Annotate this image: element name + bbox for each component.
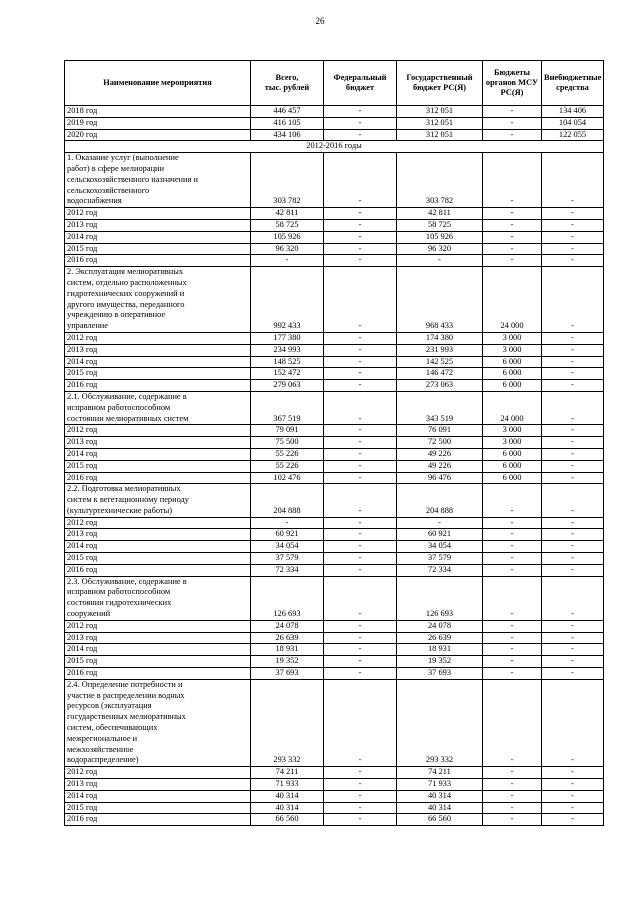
table-row bbox=[65, 368, 604, 380]
cell-activity-name: 2012 год bbox=[65, 332, 251, 344]
cell-activity-name: 2.2. Подготовка мелиоративных систем к вегетационному периоду (культуртехнические работы) bbox=[65, 484, 251, 517]
cell-total: 148 525 bbox=[251, 356, 324, 368]
cell-total: 26 639 bbox=[251, 632, 324, 644]
cell-total: 66 560 bbox=[251, 814, 324, 826]
cell-state-budget: 105 926 bbox=[397, 231, 483, 243]
table-row bbox=[65, 529, 604, 541]
cell-extrabudgetary: - bbox=[542, 437, 604, 449]
cell-federal-budget: - bbox=[324, 553, 397, 565]
table-header bbox=[65, 61, 604, 106]
cell-extrabudgetary: - bbox=[542, 541, 604, 553]
cell-activity-name: 1. Оказание услуг (выполнение работ) в сфере мелиорации сельскохозяйственного назначения и сельскохозяйственного водоснабжения bbox=[65, 153, 251, 208]
cell-state-budget: 72 334 bbox=[397, 564, 483, 576]
table-row bbox=[65, 564, 604, 576]
table-row bbox=[65, 668, 604, 680]
cell-activity-name: 2012 год bbox=[65, 620, 251, 632]
cell-federal-budget: - bbox=[324, 767, 397, 779]
cell-extrabudgetary: - bbox=[542, 255, 604, 267]
cell-extrabudgetary: - bbox=[542, 802, 604, 814]
cell-extrabudgetary: - bbox=[542, 529, 604, 541]
cell-total: 60 921 bbox=[251, 529, 324, 541]
cell-extrabudgetary: - bbox=[542, 779, 604, 791]
cell-municipal-budgets: - bbox=[483, 679, 542, 766]
cell-state-budget: 71 933 bbox=[397, 779, 483, 791]
cell-municipal-budgets: 6 000 bbox=[483, 356, 542, 368]
cell-total: 79 091 bbox=[251, 425, 324, 437]
cell-state-budget: 37 693 bbox=[397, 668, 483, 680]
cell-activity-name: 2013 год bbox=[65, 437, 251, 449]
cell-total: 55 226 bbox=[251, 460, 324, 472]
cell-federal-budget: - bbox=[324, 448, 397, 460]
period-label: 2012-2016 годы bbox=[65, 141, 604, 153]
cell-total: 293 332 bbox=[251, 679, 324, 766]
cell-total: 416 105 bbox=[251, 117, 324, 129]
cell-municipal-budgets: - bbox=[483, 208, 542, 220]
cell-activity-name: 2012 год bbox=[65, 425, 251, 437]
cell-activity-name: 2015 год bbox=[65, 802, 251, 814]
cell-total: 279 063 bbox=[251, 380, 324, 392]
cell-extrabudgetary: - bbox=[542, 644, 604, 656]
cell-municipal-budgets: - bbox=[483, 106, 542, 118]
cell-total: 367 519 bbox=[251, 391, 324, 424]
cell-extrabudgetary: - bbox=[542, 267, 604, 333]
cell-extrabudgetary: - bbox=[542, 368, 604, 380]
page-number: 26 bbox=[315, 16, 325, 26]
cell-municipal-budgets: - bbox=[483, 576, 542, 620]
cell-municipal-budgets: - bbox=[483, 814, 542, 826]
cell-state-budget: 273 063 bbox=[397, 380, 483, 392]
cell-activity-name: 2014 год bbox=[65, 644, 251, 656]
cell-municipal-budgets: - bbox=[483, 620, 542, 632]
cell-activity-name: 2014 год bbox=[65, 231, 251, 243]
cell-activity-name: 2015 год bbox=[65, 460, 251, 472]
cell-municipal-budgets: - bbox=[483, 117, 542, 129]
cell-extrabudgetary: 122 055 bbox=[542, 129, 604, 141]
cell-state-budget: 96 476 bbox=[397, 472, 483, 484]
cell-state-budget: 174 380 bbox=[397, 332, 483, 344]
cell-total: 234 993 bbox=[251, 344, 324, 356]
cell-extrabudgetary: - bbox=[542, 632, 604, 644]
cell-municipal-budgets: - bbox=[483, 517, 542, 529]
cell-municipal-budgets: - bbox=[483, 656, 542, 668]
cell-activity-name: 2013 год bbox=[65, 529, 251, 541]
cell-activity-name: 2016 год bbox=[65, 814, 251, 826]
cell-total: 24 078 bbox=[251, 620, 324, 632]
cell-state-budget: 343 519 bbox=[397, 391, 483, 424]
cell-total: 58 725 bbox=[251, 219, 324, 231]
table-row bbox=[65, 541, 604, 553]
cell-municipal-budgets: 3 000 bbox=[483, 437, 542, 449]
table-row bbox=[65, 460, 604, 472]
cell-municipal-budgets: - bbox=[483, 129, 542, 141]
cell-total: 71 933 bbox=[251, 779, 324, 791]
cell-activity-name: 2015 год bbox=[65, 553, 251, 565]
cell-federal-budget: - bbox=[324, 106, 397, 118]
cell-state-budget: 142 525 bbox=[397, 356, 483, 368]
table-body bbox=[65, 106, 604, 826]
cell-total: 40 314 bbox=[251, 802, 324, 814]
cell-municipal-budgets: - bbox=[483, 153, 542, 208]
cell-state-budget: 74 211 bbox=[397, 767, 483, 779]
cell-total: 34 054 bbox=[251, 541, 324, 553]
cell-federal-budget: - bbox=[324, 267, 397, 333]
cell-activity-name: 2013 год bbox=[65, 632, 251, 644]
cell-extrabudgetary: - bbox=[542, 517, 604, 529]
cell-extrabudgetary: - bbox=[542, 564, 604, 576]
cell-total: 126 693 bbox=[251, 576, 324, 620]
cell-activity-name: 2014 год bbox=[65, 448, 251, 460]
cell-municipal-budgets: - bbox=[483, 255, 542, 267]
cell-federal-budget: - bbox=[324, 656, 397, 668]
cell-municipal-budgets: 6 000 bbox=[483, 460, 542, 472]
cell-municipal-budgets: - bbox=[483, 564, 542, 576]
cell-total: 102 476 bbox=[251, 472, 324, 484]
cell-federal-budget: - bbox=[324, 802, 397, 814]
cell-state-budget: 40 314 bbox=[397, 802, 483, 814]
cell-state-budget: 204 888 bbox=[397, 484, 483, 517]
table-row bbox=[65, 208, 604, 220]
cell-total: 152 472 bbox=[251, 368, 324, 380]
table-row bbox=[65, 344, 604, 356]
cell-municipal-budgets: 24 000 bbox=[483, 391, 542, 424]
cell-state-budget: 18 931 bbox=[397, 644, 483, 656]
cell-municipal-budgets: - bbox=[483, 632, 542, 644]
cell-state-budget: 968 433 bbox=[397, 267, 483, 333]
cell-total: 55 226 bbox=[251, 448, 324, 460]
cell-municipal-budgets: 3 000 bbox=[483, 332, 542, 344]
cell-federal-budget: - bbox=[324, 231, 397, 243]
cell-activity-name: 2016 год bbox=[65, 564, 251, 576]
cell-activity-name: 2. Эксплуатация мелиоративных систем, отдельно расположенных гидротехнических сооружений и другого имущества, переданного учреждению в оперативное управление bbox=[65, 267, 251, 333]
cell-municipal-budgets: - bbox=[483, 529, 542, 541]
cell-extrabudgetary: - bbox=[542, 243, 604, 255]
header-federal-budget: Федеральный бюджет bbox=[324, 61, 397, 106]
cell-federal-budget: - bbox=[324, 814, 397, 826]
table-row bbox=[65, 425, 604, 437]
cell-activity-name: 2016 год bbox=[65, 472, 251, 484]
cell-total: 303 782 bbox=[251, 153, 324, 208]
header-extrabudgetary: Внебюджетные средства bbox=[542, 61, 604, 106]
table-row bbox=[65, 679, 604, 766]
table-row bbox=[65, 656, 604, 668]
cell-total: 18 931 bbox=[251, 644, 324, 656]
cell-extrabudgetary: - bbox=[542, 448, 604, 460]
cell-federal-budget: - bbox=[324, 356, 397, 368]
cell-activity-name: 2013 год bbox=[65, 344, 251, 356]
table-row bbox=[65, 117, 604, 129]
budget-table bbox=[64, 60, 604, 826]
cell-total: 204 888 bbox=[251, 484, 324, 517]
cell-total: 434 106 bbox=[251, 129, 324, 141]
table-row bbox=[65, 802, 604, 814]
cell-extrabudgetary: - bbox=[542, 380, 604, 392]
cell-municipal-budgets: - bbox=[483, 790, 542, 802]
table-row bbox=[65, 790, 604, 802]
cell-extrabudgetary: - bbox=[542, 332, 604, 344]
cell-activity-name: 2012 год bbox=[65, 767, 251, 779]
cell-federal-budget: - bbox=[324, 219, 397, 231]
cell-federal-budget: - bbox=[324, 153, 397, 208]
cell-activity-name: 2016 год bbox=[65, 255, 251, 267]
cell-federal-budget: - bbox=[324, 779, 397, 791]
cell-extrabudgetary: - bbox=[542, 620, 604, 632]
cell-activity-name: 2020 год bbox=[65, 129, 251, 141]
cell-extrabudgetary: - bbox=[542, 425, 604, 437]
period-row bbox=[65, 141, 604, 153]
cell-activity-name: 2.4. Определение потребности и участие в распределении водных ресурсов (эксплуатация государственных мелиоративных систем, обеспечивающих межрегиональное и межхозяйственное водораспределение) bbox=[65, 679, 251, 766]
cell-total: 105 926 bbox=[251, 231, 324, 243]
cell-federal-budget: - bbox=[324, 668, 397, 680]
cell-total: 19 352 bbox=[251, 656, 324, 668]
cell-activity-name: 2015 год bbox=[65, 368, 251, 380]
cell-total: 40 314 bbox=[251, 790, 324, 802]
table-row bbox=[65, 153, 604, 208]
cell-federal-budget: - bbox=[324, 460, 397, 472]
cell-municipal-budgets: 6 000 bbox=[483, 472, 542, 484]
cell-federal-budget: - bbox=[324, 679, 397, 766]
cell-federal-budget: - bbox=[324, 790, 397, 802]
cell-state-budget: 293 332 bbox=[397, 679, 483, 766]
cell-state-budget: - bbox=[397, 255, 483, 267]
cell-activity-name: 2012 год bbox=[65, 517, 251, 529]
table-row bbox=[65, 243, 604, 255]
cell-federal-budget: - bbox=[324, 620, 397, 632]
cell-municipal-budgets: - bbox=[483, 767, 542, 779]
cell-federal-budget: - bbox=[324, 117, 397, 129]
cell-extrabudgetary: - bbox=[542, 790, 604, 802]
cell-state-budget: 231 993 bbox=[397, 344, 483, 356]
cell-state-budget: 58 725 bbox=[397, 219, 483, 231]
cell-state-budget: 66 560 bbox=[397, 814, 483, 826]
cell-municipal-budgets: - bbox=[483, 802, 542, 814]
cell-extrabudgetary: - bbox=[542, 668, 604, 680]
cell-state-budget: 49 226 bbox=[397, 448, 483, 460]
cell-state-budget: 49 226 bbox=[397, 460, 483, 472]
header-row bbox=[65, 61, 604, 106]
cell-state-budget: 26 639 bbox=[397, 632, 483, 644]
cell-federal-budget: - bbox=[324, 129, 397, 141]
cell-municipal-budgets: - bbox=[483, 541, 542, 553]
cell-extrabudgetary: - bbox=[542, 472, 604, 484]
cell-total: 75 500 bbox=[251, 437, 324, 449]
cell-state-budget: 146 472 bbox=[397, 368, 483, 380]
cell-extrabudgetary: - bbox=[542, 219, 604, 231]
cell-state-budget: 312 051 bbox=[397, 106, 483, 118]
cell-federal-budget: - bbox=[324, 517, 397, 529]
cell-total: 37 693 bbox=[251, 668, 324, 680]
cell-federal-budget: - bbox=[324, 564, 397, 576]
cell-activity-name: 2012 год bbox=[65, 208, 251, 220]
cell-extrabudgetary: - bbox=[542, 484, 604, 517]
cell-state-budget: - bbox=[397, 517, 483, 529]
cell-federal-budget: - bbox=[324, 243, 397, 255]
table-row bbox=[65, 356, 604, 368]
table-row bbox=[65, 332, 604, 344]
cell-federal-budget: - bbox=[324, 368, 397, 380]
cell-total: 42 811 bbox=[251, 208, 324, 220]
cell-state-budget: 72 500 bbox=[397, 437, 483, 449]
cell-extrabudgetary: - bbox=[542, 153, 604, 208]
cell-federal-budget: - bbox=[324, 541, 397, 553]
cell-activity-name: 2018 год bbox=[65, 106, 251, 118]
cell-total: 37 579 bbox=[251, 553, 324, 565]
table-row bbox=[65, 632, 604, 644]
table-row bbox=[65, 472, 604, 484]
header-municipal-budgets: Бюджеты органов МСУ РС(Я) bbox=[483, 61, 542, 106]
cell-extrabudgetary: 134 406 bbox=[542, 106, 604, 118]
cell-federal-budget: - bbox=[324, 380, 397, 392]
cell-activity-name: 2015 год bbox=[65, 243, 251, 255]
table-row bbox=[65, 814, 604, 826]
header-state-budget: Государственный бюджет РС(Я) bbox=[397, 61, 483, 106]
table-row bbox=[65, 553, 604, 565]
cell-municipal-budgets: - bbox=[483, 553, 542, 565]
cell-federal-budget: - bbox=[324, 425, 397, 437]
cell-extrabudgetary: - bbox=[542, 231, 604, 243]
table-row bbox=[65, 219, 604, 231]
header-total: Всего, тыс. рублей bbox=[251, 61, 324, 106]
cell-extrabudgetary: - bbox=[542, 356, 604, 368]
cell-activity-name: 2019 год bbox=[65, 117, 251, 129]
cell-total: 177 380 bbox=[251, 332, 324, 344]
table-row bbox=[65, 255, 604, 267]
table-row bbox=[65, 437, 604, 449]
table-row bbox=[65, 517, 604, 529]
cell-municipal-budgets: - bbox=[483, 231, 542, 243]
cell-municipal-budgets: 24 000 bbox=[483, 267, 542, 333]
cell-municipal-budgets: - bbox=[483, 484, 542, 517]
cell-municipal-budgets: - bbox=[483, 644, 542, 656]
cell-federal-budget: - bbox=[324, 644, 397, 656]
cell-municipal-budgets: 6 000 bbox=[483, 380, 542, 392]
cell-extrabudgetary: - bbox=[542, 656, 604, 668]
cell-extrabudgetary: 104 054 bbox=[542, 117, 604, 129]
cell-state-budget: 24 078 bbox=[397, 620, 483, 632]
cell-extrabudgetary: - bbox=[542, 553, 604, 565]
cell-state-budget: 40 314 bbox=[397, 790, 483, 802]
cell-state-budget: 303 782 bbox=[397, 153, 483, 208]
cell-municipal-budgets: - bbox=[483, 779, 542, 791]
header-activity-name: Наименование мероприятия bbox=[65, 61, 251, 106]
cell-municipal-budgets: - bbox=[483, 668, 542, 680]
table-row bbox=[65, 106, 604, 118]
cell-federal-budget: - bbox=[324, 529, 397, 541]
cell-federal-budget: - bbox=[324, 332, 397, 344]
cell-extrabudgetary: - bbox=[542, 679, 604, 766]
cell-activity-name: 2016 год bbox=[65, 668, 251, 680]
cell-federal-budget: - bbox=[324, 255, 397, 267]
table-row bbox=[65, 391, 604, 424]
cell-extrabudgetary: - bbox=[542, 344, 604, 356]
cell-total: 96 320 bbox=[251, 243, 324, 255]
cell-activity-name: 2.3. Обслуживание, содержание в исправном работоспособном состоянии гидротехнических сооружений bbox=[65, 576, 251, 620]
cell-municipal-budgets: 6 000 bbox=[483, 368, 542, 380]
cell-activity-name: 2016 год bbox=[65, 380, 251, 392]
cell-state-budget: 60 921 bbox=[397, 529, 483, 541]
cell-total: 446 457 bbox=[251, 106, 324, 118]
cell-state-budget: 126 693 bbox=[397, 576, 483, 620]
table-row bbox=[65, 380, 604, 392]
cell-municipal-budgets: 6 000 bbox=[483, 448, 542, 460]
table-row bbox=[65, 448, 604, 460]
cell-municipal-budgets: 3 000 bbox=[483, 425, 542, 437]
cell-state-budget: 76 091 bbox=[397, 425, 483, 437]
cell-state-budget: 96 320 bbox=[397, 243, 483, 255]
cell-activity-name: 2013 год bbox=[65, 779, 251, 791]
table-row bbox=[65, 484, 604, 517]
cell-municipal-budgets: - bbox=[483, 243, 542, 255]
table-row bbox=[65, 231, 604, 243]
cell-state-budget: 312 051 bbox=[397, 129, 483, 141]
cell-activity-name: 2014 год bbox=[65, 541, 251, 553]
cell-state-budget: 37 579 bbox=[397, 553, 483, 565]
cell-federal-budget: - bbox=[324, 632, 397, 644]
table-row bbox=[65, 767, 604, 779]
cell-federal-budget: - bbox=[324, 437, 397, 449]
cell-extrabudgetary: - bbox=[542, 391, 604, 424]
cell-state-budget: 42 811 bbox=[397, 208, 483, 220]
table-row bbox=[65, 267, 604, 333]
cell-activity-name: 2014 год bbox=[65, 356, 251, 368]
table-row bbox=[65, 576, 604, 620]
cell-federal-budget: - bbox=[324, 391, 397, 424]
cell-extrabudgetary: - bbox=[542, 576, 604, 620]
cell-total: 72 334 bbox=[251, 564, 324, 576]
cell-activity-name: 2014 год bbox=[65, 790, 251, 802]
table-row bbox=[65, 129, 604, 141]
cell-total: 74 211 bbox=[251, 767, 324, 779]
cell-activity-name: 2015 год bbox=[65, 656, 251, 668]
cell-state-budget: 19 352 bbox=[397, 656, 483, 668]
cell-total: 992 433 bbox=[251, 267, 324, 333]
cell-total: - bbox=[251, 255, 324, 267]
table-row bbox=[65, 620, 604, 632]
cell-municipal-budgets: 3 000 bbox=[483, 344, 542, 356]
cell-extrabudgetary: - bbox=[542, 460, 604, 472]
cell-federal-budget: - bbox=[324, 484, 397, 517]
cell-federal-budget: - bbox=[324, 344, 397, 356]
cell-total: - bbox=[251, 517, 324, 529]
cell-extrabudgetary: - bbox=[542, 814, 604, 826]
cell-extrabudgetary: - bbox=[542, 767, 604, 779]
cell-municipal-budgets: - bbox=[483, 219, 542, 231]
cell-federal-budget: - bbox=[324, 576, 397, 620]
cell-activity-name: 2013 год bbox=[65, 219, 251, 231]
cell-activity-name: 2.1. Обслуживание, содержание в исправном работоспособном состоянии мелиоративных систем bbox=[65, 391, 251, 424]
table-row bbox=[65, 779, 604, 791]
cell-federal-budget: - bbox=[324, 208, 397, 220]
cell-extrabudgetary: - bbox=[542, 208, 604, 220]
cell-state-budget: 312 051 bbox=[397, 117, 483, 129]
table-row bbox=[65, 644, 604, 656]
cell-federal-budget: - bbox=[324, 472, 397, 484]
cell-state-budget: 34 054 bbox=[397, 541, 483, 553]
